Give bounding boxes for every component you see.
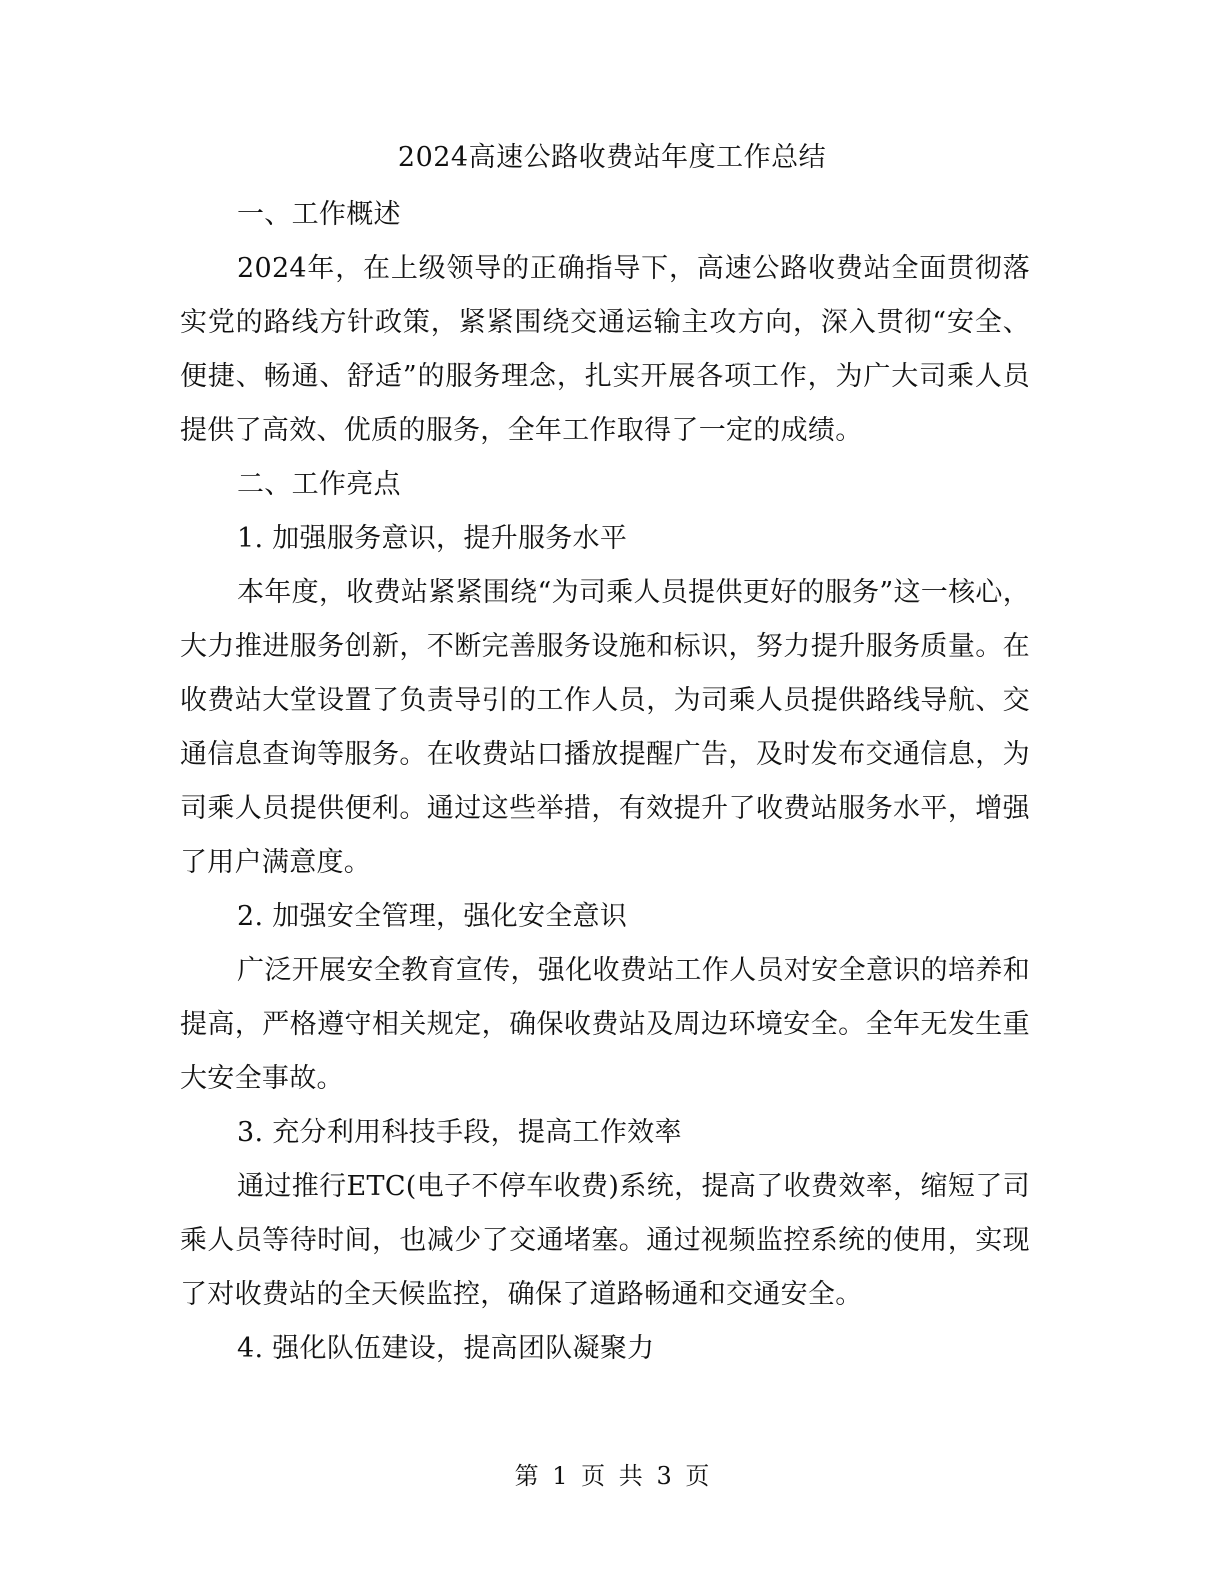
paragraph-overview: 2024年，在上级领导的正确指导下，高速公路收费站全面贯彻落实党的路线方针政策，紧紧围绕交通运输主攻方向，深入贯彻“安全、便捷、畅通、舒适”的服务理念，扎实开展各项工作，为广大司乘人员提供了高效、优质的服务，全年工作取得了一定的成绩。 <box>180 253 1030 446</box>
document-body <box>180 188 1030 1376</box>
subheading-safety: 2. 加强安全管理，强化安全意识 <box>237 901 628 932</box>
document-title: 2024高速公路收费站年度工作总结 <box>397 142 827 173</box>
paragraph-service: 本年度，收费站紧紧围绕“为司乘人员提供更好的服务”这一核心，大力推进服务创新，不断完善服务设施和标识，努力提升服务质量。在收费站大堂设置了负责导引的工作人员，为司乘人员提供路线导航、交通信息查询等服务。在收费站口播放提醒广告，及时发布交通信息，为司乘人员提供便利。通过这些举措，有效提升了收费站服务水平，增强了用户满意度。 <box>180 577 1030 878</box>
section-heading-highlights: 二、工作亮点 <box>237 469 401 500</box>
subheading-technology: 3. 充分利用科技手段，提高工作效率 <box>237 1117 682 1148</box>
paragraph-safety: 广泛开展安全教育宣传，强化收费站工作人员对安全意识的培养和提高，严格遵守相关规定，确保收费站及周边环境安全。全年无发生重大安全事故。 <box>180 955 1030 1094</box>
subheading-team: 4. 强化队伍建设，提高团队凝聚力 <box>237 1333 655 1364</box>
section-heading-overview: 一、工作概述 <box>237 199 401 230</box>
page-footer: 第 1 页 共 3 页 <box>514 1462 710 1490</box>
subheading-service: 1. 加强服务意识，提升服务水平 <box>237 523 628 554</box>
paragraph-technology: 通过推行ETC(电子不停车收费)系统，提高了收费效率，缩短了司乘人员等待时间，也减少了交通堵塞。通过视频监控系统的使用，实现了对收费站的全天候监控，确保了道路畅通和交通安全。 <box>180 1171 1030 1310</box>
